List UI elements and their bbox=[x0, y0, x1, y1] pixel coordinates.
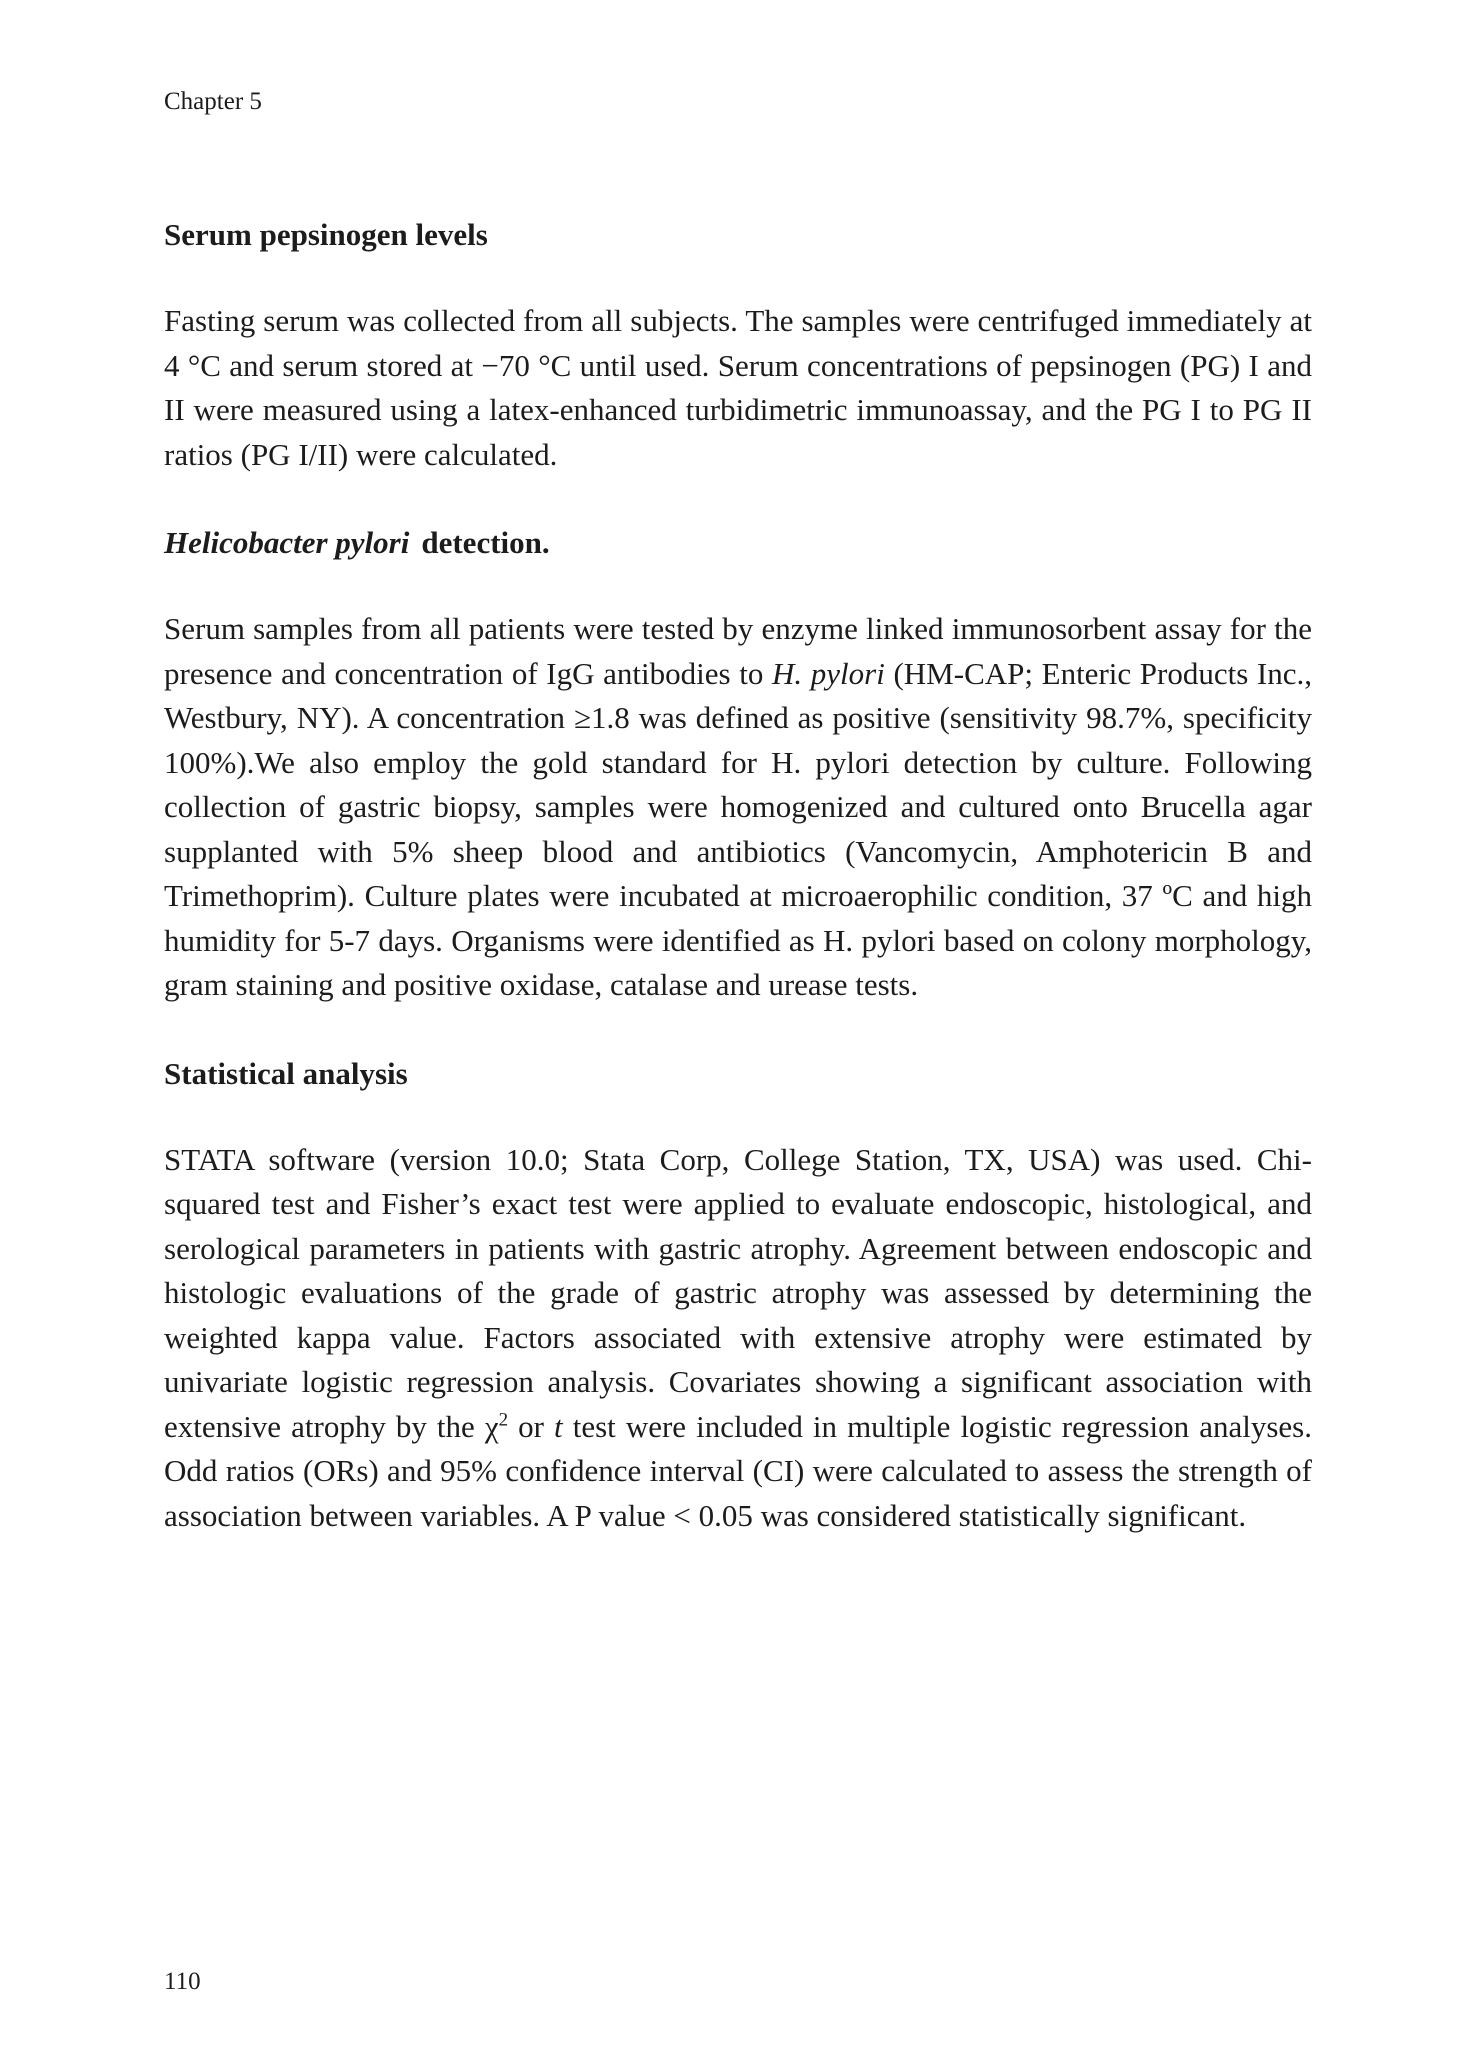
hpylori-text-part1: Serum samples from all patients were tested by enzyme linked immunosorbent assay for the presence and concentration of IgG antibodies to bbox=[164, 611, 1312, 691]
stats-text-part1: STATA software (version 10.0; Stata Corp, College Station, TX, USA) was used. Chi-squared test and Fisher’s exact test were applied to evaluate endoscopic, histological, and serological parameters in patients with gastric atrophy. Agreement between endoscopic and histologic evaluations of the grade of gastric atrophy was assessed by determining the weighted kappa value. Factors associated with extensive atrophy were estimated by univariate logistic regression analysis. Covariates showing a significant association with extensive atrophy by the bbox=[164, 1141, 1312, 1444]
stats-text-part2: test were included in multiple logistic regression analyses. Odd ratios (ORs) and 95% confidence interval (CI) were calculated to assess the strength of association between variables. A P value < 0.05 was considered statistically significant. bbox=[164, 1408, 1312, 1533]
stats-text-t: t bbox=[554, 1408, 563, 1444]
heading-hpylori-detection bbox=[164, 521, 1312, 565]
heading-serum-pepsinogen: Serum pepsinogen levels bbox=[164, 217, 488, 252]
paragraph-statistical-analysis bbox=[164, 1138, 1312, 1539]
paragraph-hpylori-detection bbox=[164, 607, 1312, 1008]
paragraph-serum-pepsinogen: Fasting serum was collected from all subjects. The samples were centrifuged immediately at 4 °C and serum stored at −70 °C until used. Serum concentrations of pepsinogen (PG) I and II were measured using a latex-enhanced turbidimetric immunoassay, and the PG I to PG II ratios (PG I/II) were calculated. bbox=[164, 303, 1312, 472]
chi-exponent: 2 bbox=[498, 1409, 509, 1431]
page-number: 110 bbox=[164, 1968, 201, 1995]
hpylori-text-part2: (HM-CAP; Enteric Products Inc., Westbury, NY). A concentration ≥1.8 was defined as positive (sensitivity 98.7%, specificity 100%).We also employ the gold standard for H. pylori detection by culture. Following collection of gastric biopsy, samples were homogenized and cultured onto Brucella agar supplanted with 5% sheep blood and antibiotics (Vancomycin, Amphotericin B and Trimethoprim). Culture plates were incubated at microaerophilic condition, 37 ºC and high humidity for 5-7 days. Organisms were identified as H. pylori based on colony morphology, gram staining and positive oxidase, catalase and urease tests. bbox=[164, 655, 1313, 1002]
chi-symbol: χ bbox=[484, 1408, 499, 1444]
page-content bbox=[164, 213, 1312, 1538]
stats-text-or: or bbox=[508, 1408, 555, 1444]
hpylori-text-italic: H. pylori bbox=[771, 655, 885, 691]
chapter-header: Chapter 5 bbox=[164, 88, 262, 115]
heading-statistical-analysis: Statistical analysis bbox=[164, 1055, 408, 1091]
heading-hpylori-italic: Helicobacter pylori bbox=[164, 525, 410, 560]
heading-hpylori-rest: detection. bbox=[421, 525, 550, 560]
